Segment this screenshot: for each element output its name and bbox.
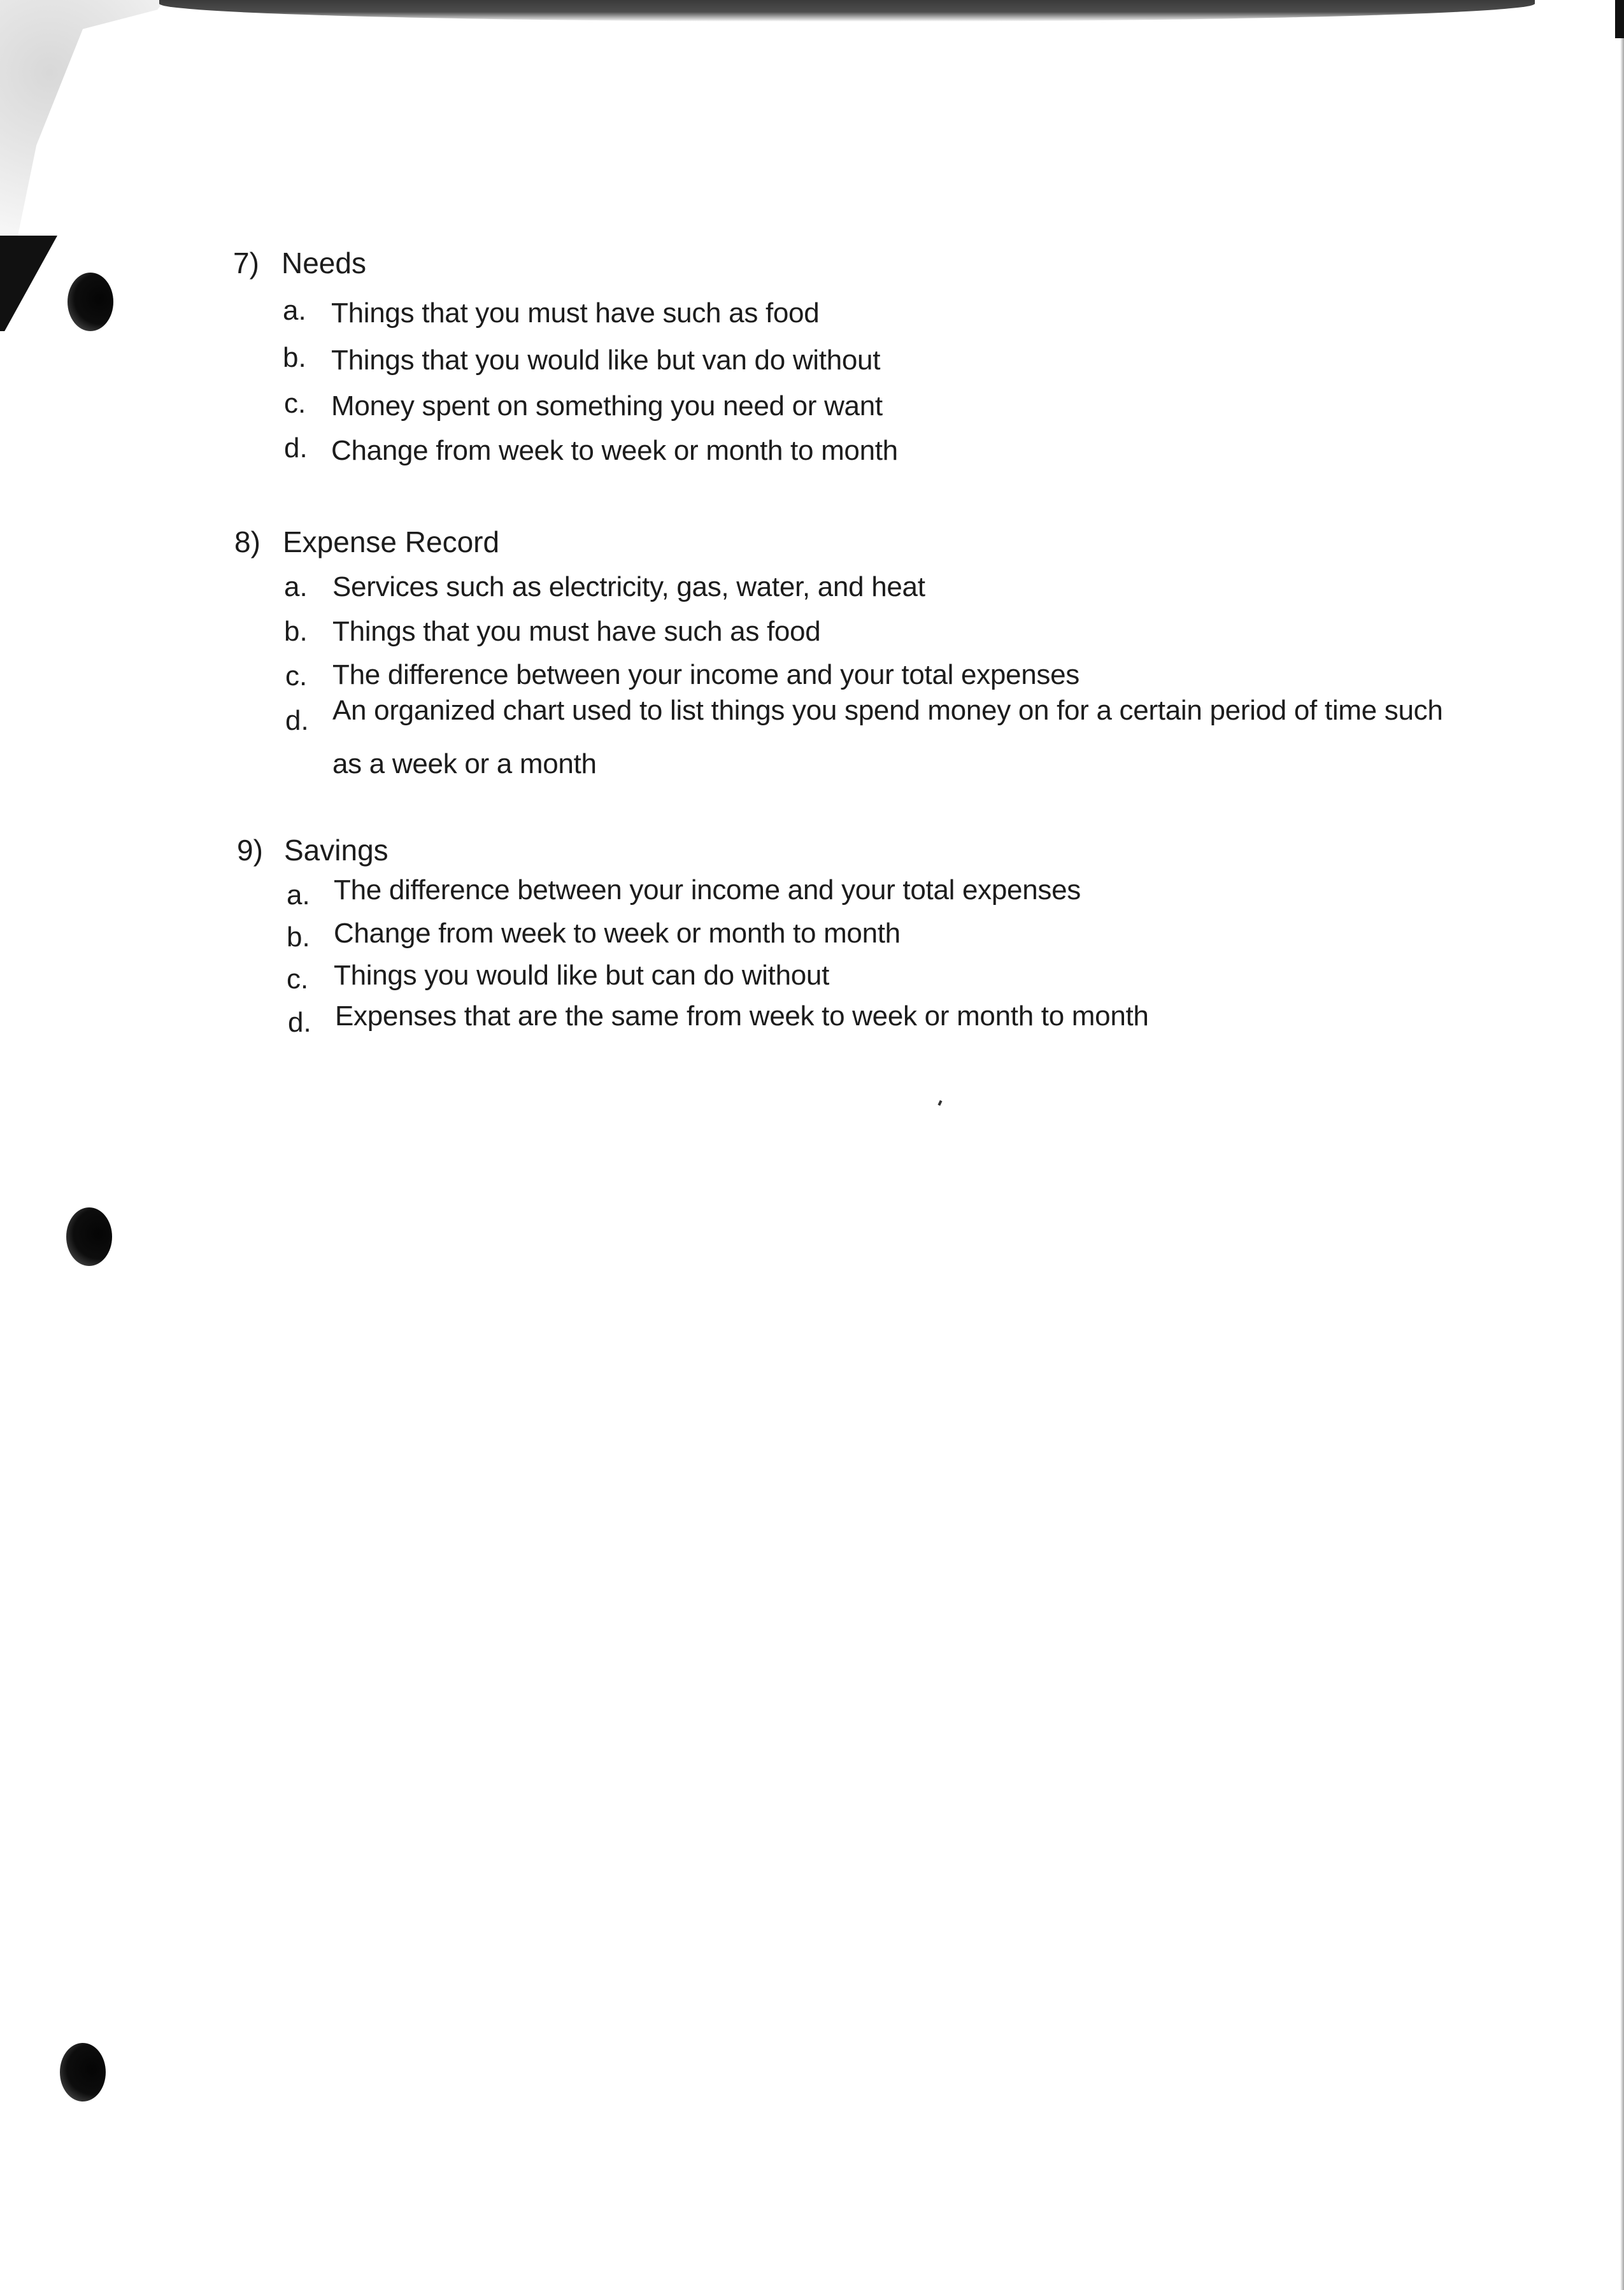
option-text: An organized chart used to list things you spend money on for a certain period of time such	[332, 695, 1443, 726]
option-letter: c.	[287, 964, 309, 995]
option-text: Things that you must have such as food	[331, 297, 820, 329]
question-number: 7)	[233, 246, 259, 280]
option-text: Money spent on something you need or want	[331, 390, 883, 422]
option-letter: b.	[283, 342, 306, 373]
option-letter: c.	[285, 660, 308, 692]
question-title: Needs	[281, 246, 366, 280]
option-letter: a.	[283, 295, 306, 326]
option-letter: d.	[288, 1007, 311, 1038]
option-text: Things you would like but can do without	[334, 960, 830, 991]
option-letter: d.	[284, 432, 308, 464]
option-text: Things that you must have such as food	[332, 616, 821, 647]
option-letter: b.	[287, 921, 310, 953]
question-number: 9)	[237, 834, 263, 867]
option-text: Expenses that are the same from week to week or month to month	[335, 1000, 1149, 1032]
question-number: 8)	[234, 525, 260, 558]
option-text: The difference between your income and your total expenses	[334, 874, 1081, 906]
option-text: Change from week to week or month to month	[334, 918, 901, 949]
option-text: Things that you would like but van do without	[331, 345, 881, 376]
option-letter: c.	[284, 388, 306, 419]
option-text: The difference between your income and your total expenses	[332, 659, 1079, 690]
option-text: Change from week to week or month to month	[331, 435, 898, 466]
option-letter: b.	[284, 616, 308, 647]
question-title: Expense Record	[283, 525, 500, 558]
option-letter: a.	[284, 571, 308, 602]
option-letter: a.	[287, 879, 310, 911]
question-title: Savings	[284, 834, 388, 867]
option-text: Services such as electricity, gas, water, and heat	[332, 571, 925, 602]
option-text-continuation: as a week or a month	[332, 748, 597, 779]
option-letter: d.	[285, 705, 309, 736]
